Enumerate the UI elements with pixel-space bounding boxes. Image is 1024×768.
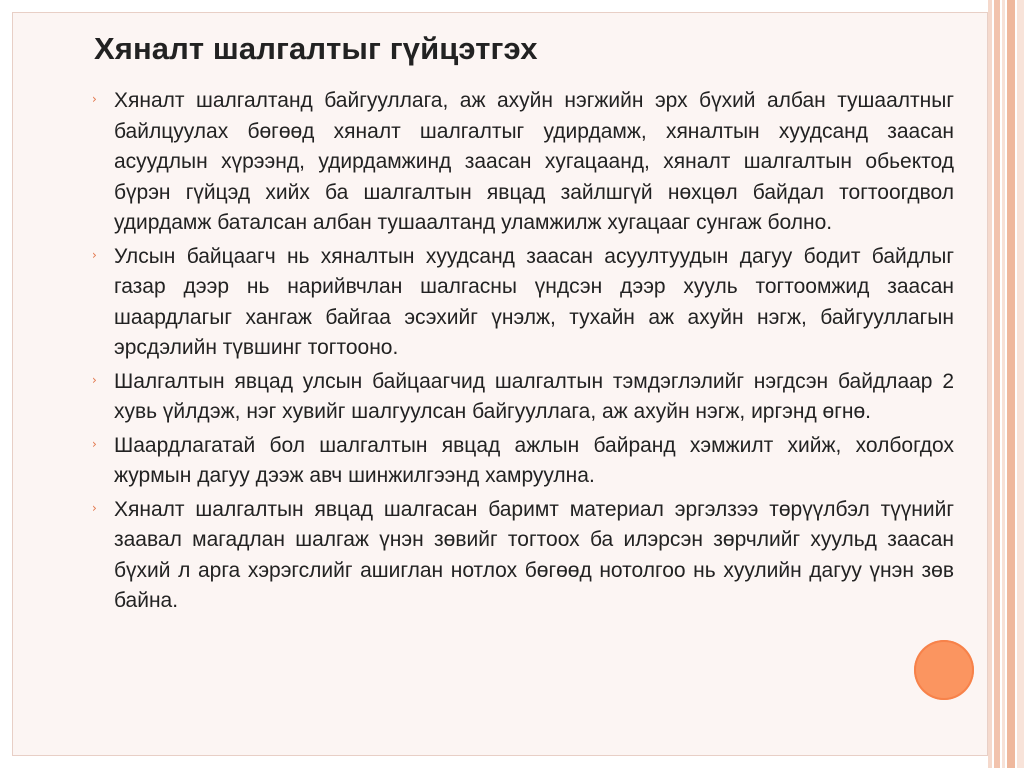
chevron-right-icon: ›: [92, 372, 97, 387]
stripe: [1017, 0, 1024, 768]
decorative-stripes: [988, 0, 1024, 768]
bullet-text: Хяналт шалгалтанд байгууллага, аж ахуйн нэгжийн эрх бүхий албан тушаалтныг байлцуулах бөгөөд хяналт шалгалтыг удирдамж, хяналтын хуудсанд заасан асуудлын хүрээнд, удирдамжинд заасан хугацаанд, хяналт шалгалтын обьектод бүрэн гүйцэд хийх ба шалгалтын явцад зайлшгүй нөхцөл байдал тогтоогдвол удирдамж баталсан албан тушаалтанд уламжилж хугацааг сунгаж болно.: [114, 89, 954, 234]
bullet-item: [92, 431, 954, 492]
stripe: [1002, 0, 1005, 768]
stripe: [1007, 0, 1015, 768]
bullet-text: Шалгалтын явцад улсын байцаагчид шалгалтын тэмдэглэлийг нэгдсэн байдлаар 2 хувь үйлдэж, нэг хувийг шалгуулсан байгууллага, аж ахуйн нэгж, иргэнд өгнө.: [114, 369, 954, 423]
stripe: [994, 0, 1000, 768]
bullet-item: [92, 367, 954, 428]
slide-title: Хяналт шалгалтыг гүйцэтгэх: [94, 31, 538, 66]
bullet-item: [92, 495, 954, 617]
bullet-text: Шаардлагатай бол шалгалтын явцад ажлын байранд хэмжилт хийж, холбогдох журмын дагуу дээж авч шинжилгээнд хамруулна.: [114, 433, 954, 487]
chevron-right-icon: ›: [92, 92, 97, 106]
bullet-item: [92, 86, 954, 239]
chevron-right-icon: ›: [92, 247, 97, 262]
bullet-list: [92, 86, 954, 620]
chevron-right-icon: ›: [92, 436, 97, 451]
bullet-text: Хяналт шалгалтын явцад шалгасан баримт материал эргэлзээ төрүүлбэл түүнийг заавал магадлан шалгаж үнэн зөвийг тогтоох ба илэрсэн зөрчлийг хуульд заасан бүхий л арга хэрэгслийг ашиглан нотлох бөгөөд нотолгоо нь хуулийн дагуу үнэн зөв байна.: [114, 497, 954, 612]
stripe: [988, 0, 992, 768]
bullet-item: [92, 242, 954, 364]
bullet-text: Улсын байцаагч нь хяналтын хуудсанд заасан асуултуудын дагуу бодит байдлыг газар дээр нь нарийвчлан шалгасны үндсэн дээр хууль тогтоомжид заасан шаардлагыг хангаж байгаа эсэхийг үнэлж, тухайн аж ахуйн нэгж, байгууллагын эрсдэлийн түвшинг тогтооно.: [114, 244, 954, 359]
orange-circle-decoration: [914, 640, 974, 700]
chevron-right-icon: ›: [92, 500, 97, 515]
